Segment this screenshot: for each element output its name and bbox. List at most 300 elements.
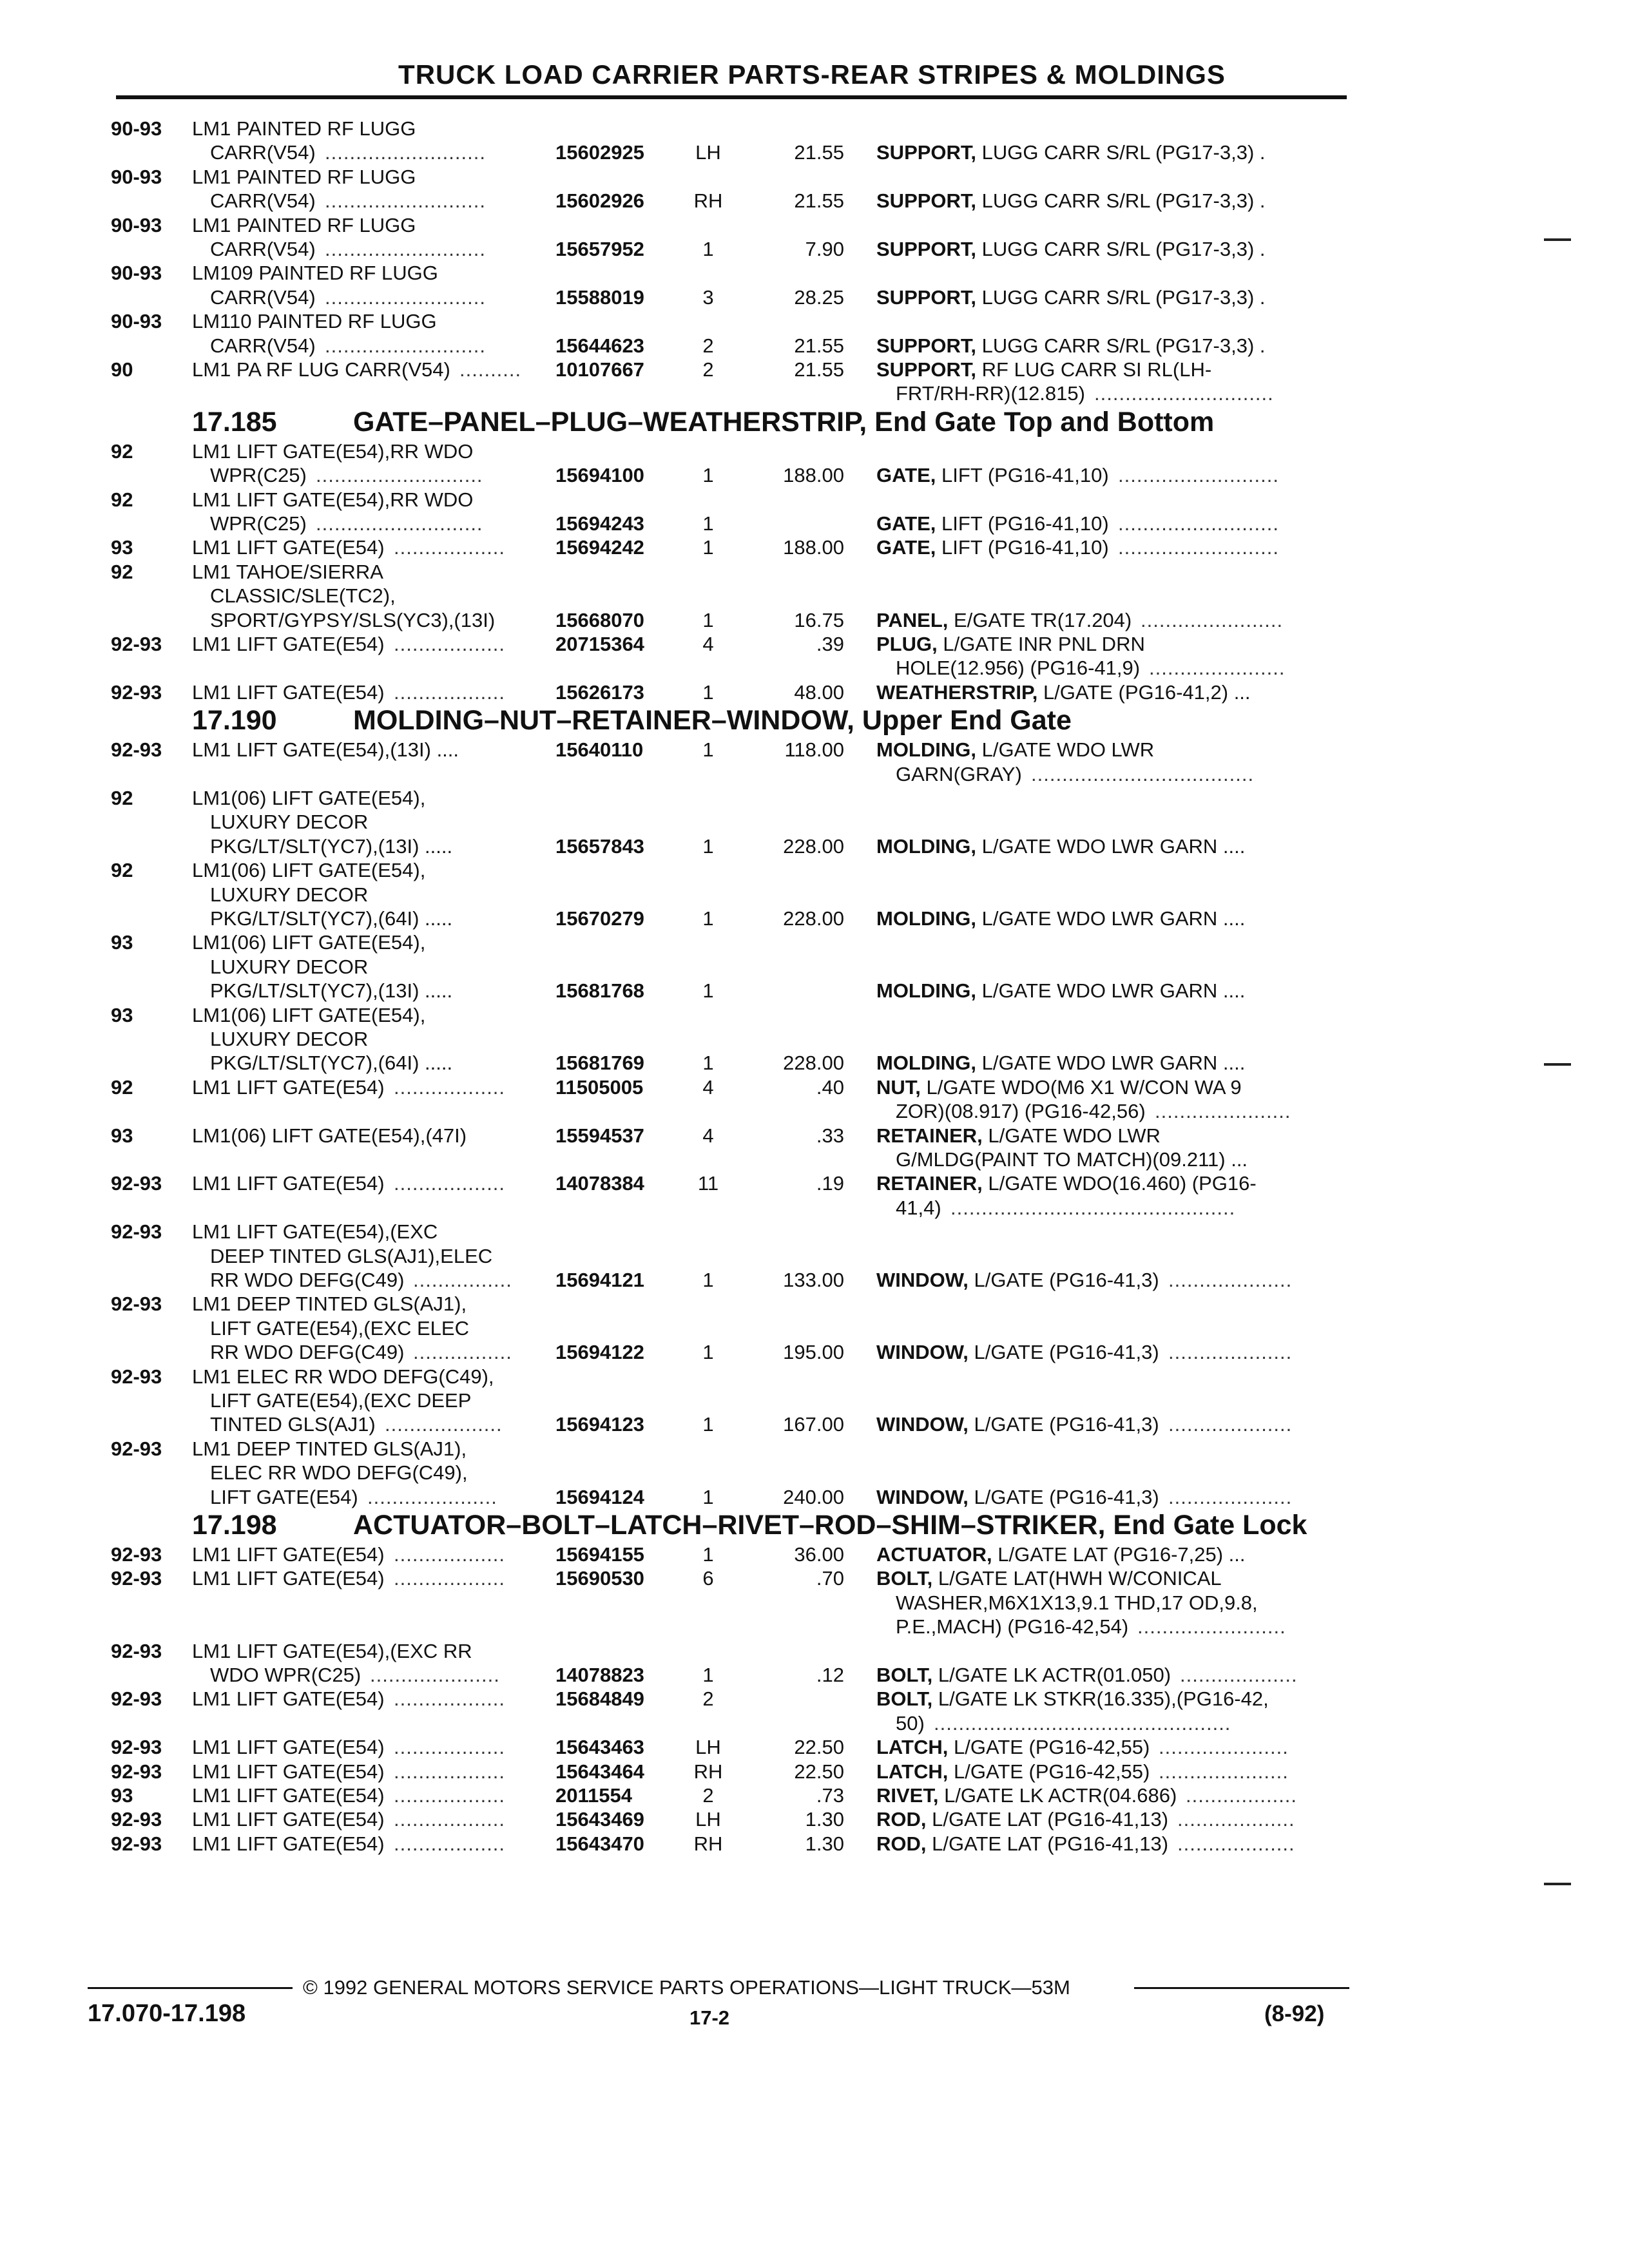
leader-dots: .................. <box>394 1076 506 1099</box>
model-years: 92 <box>111 488 133 511</box>
leader-dots: ................... <box>1177 1808 1295 1831</box>
leader-dots: .......... <box>459 358 522 381</box>
part-number: 15694121 <box>555 1269 644 1291</box>
quantity: 1 <box>702 238 714 260</box>
leader-dots: .................. <box>394 1567 506 1590</box>
part-detail: L/GATE WDO LWR <box>976 738 1155 761</box>
model-description: RR WDO DEFG(C49) <box>210 1341 405 1363</box>
leader-dots: ..................... <box>1159 1736 1289 1758</box>
leader-dots: .......................... <box>1118 536 1279 559</box>
model-description: LM1 ELEC RR WDO DEFG(C49), <box>192 1365 494 1388</box>
part-detail: LUGG CARR S/RL (PG17-3,3) . <box>976 189 1266 212</box>
part-detail: WASHER,M6X1X13,9.1 THD,17 OD,9.8, <box>896 1591 1258 1614</box>
model-years: 92-93 <box>111 1687 162 1710</box>
parts-line <box>0 536 1629 560</box>
price: 228.00 <box>783 907 844 930</box>
section-title: GATE–PANEL–PLUG–WEATHERSTRIP, End Gate Top and Bottom <box>353 406 1215 437</box>
leader-dots: ................ <box>413 1269 512 1291</box>
part-description <box>876 1567 1222 1590</box>
model-years: 90-93 <box>111 166 162 188</box>
part-name: MOLDING, <box>876 907 976 930</box>
part-number: 15694243 <box>555 512 644 535</box>
part-detail: L/GATE (PG16-42,55) <box>948 1760 1150 1783</box>
quantity: LH <box>695 1808 721 1831</box>
model-years: 92-93 <box>111 1437 162 1460</box>
part-name: SUPPORT, <box>876 141 977 164</box>
parts-line <box>0 1293 1629 1316</box>
model-description: LM1(06) LIFT GATE(E54), <box>192 859 426 881</box>
title-rule <box>116 95 1347 99</box>
parts-line <box>0 238 1629 262</box>
part-detail: L/GATE WDO LWR <box>982 1124 1161 1147</box>
model-years: 92-93 <box>111 1832 162 1855</box>
parts-line <box>0 488 1629 512</box>
part-number: 15602925 <box>555 141 644 164</box>
part-description <box>876 1664 1171 1687</box>
part-detail: L/GATE WDO LWR GARN .... <box>976 835 1246 858</box>
part-number: 2011554 <box>555 1784 632 1807</box>
model-years: 90-93 <box>111 310 162 332</box>
parts-line <box>0 657 1629 680</box>
model-description: LM1 LIFT GATE(E54) <box>192 1172 385 1195</box>
parts-line <box>0 1052 1629 1075</box>
model-years: 92 <box>111 787 133 809</box>
footer-section-range: 17.070-17.198 <box>88 2000 246 2027</box>
leader-dots: .................. <box>394 536 506 559</box>
leader-dots: ................... <box>385 1413 503 1436</box>
price: 28.25 <box>794 286 844 309</box>
part-name: ROD, <box>876 1832 927 1855</box>
price: 118.00 <box>784 738 844 761</box>
part-description <box>876 1784 1177 1807</box>
model-description: LIFT GATE(E54) <box>210 1486 358 1508</box>
margin-mark <box>1544 238 1571 241</box>
part-description <box>896 657 1140 680</box>
part-name: MOLDING, <box>876 738 976 761</box>
quantity: 1 <box>702 1413 714 1436</box>
leader-dots: .................... <box>1168 1486 1293 1508</box>
parts-line <box>0 141 1629 165</box>
quantity: 2 <box>702 1784 714 1807</box>
parts-line <box>0 382 1629 406</box>
parts-line <box>0 1172 1629 1196</box>
leader-dots: ........................... <box>316 464 483 486</box>
parts-line <box>0 859 1629 883</box>
part-number: 15694122 <box>555 1341 644 1363</box>
part-number: 15643469 <box>555 1808 644 1831</box>
parts-line <box>0 1100 1629 1124</box>
leader-dots: ....................... <box>1141 609 1284 631</box>
part-detail: GARN(GRAY) <box>896 763 1022 785</box>
part-description <box>876 1413 1159 1436</box>
model-years: 90-93 <box>111 214 162 236</box>
parts-line <box>0 1808 1629 1832</box>
part-number: 15668070 <box>555 609 644 631</box>
leader-dots: ................ <box>413 1341 512 1363</box>
leader-dots: .............................................. <box>950 1196 1236 1219</box>
model-description: LM1(06) LIFT GATE(E54), <box>192 1004 426 1026</box>
model-years: 92-93 <box>111 1172 162 1195</box>
part-detail: P.E.,MACH) (PG16-42,54) <box>896 1615 1129 1638</box>
quantity: 1 <box>702 1341 714 1363</box>
model-description: LM110 PAINTED RF LUGG <box>192 310 437 332</box>
parts-line <box>0 1567 1629 1591</box>
parts-line <box>0 512 1629 536</box>
quantity: 3 <box>702 286 714 309</box>
parts-line <box>0 189 1629 213</box>
margin-mark <box>1544 1883 1571 1885</box>
part-name: MOLDING, <box>876 1052 976 1074</box>
part-number: 20715364 <box>555 633 644 655</box>
leader-dots: .......................... <box>325 286 486 309</box>
part-description <box>876 633 1145 656</box>
quantity: LH <box>695 141 721 164</box>
leader-dots: .......................... <box>1118 464 1279 486</box>
part-number: 14078384 <box>555 1172 644 1195</box>
parts-line <box>0 1004 1629 1028</box>
parts-line <box>0 310 1629 334</box>
model-description: SPORT/GYPSY/SLS(YC3),(13I) <box>210 609 496 631</box>
part-detail: RF LUG CARR SI RL(LH- <box>976 358 1212 381</box>
part-description <box>876 464 1109 487</box>
model-description: LM1 LIFT GATE(E54) <box>192 536 385 559</box>
parts-line <box>0 358 1629 382</box>
part-description <box>876 141 1266 164</box>
model-description: LM1 LIFT GATE(E54) <box>192 1760 385 1783</box>
part-number: 15594537 <box>555 1124 644 1147</box>
model-years: 92-93 <box>111 1365 162 1388</box>
parts-line <box>0 1615 1629 1639</box>
model-description: RR WDO DEFG(C49) <box>210 1269 405 1291</box>
model-description: ELEC RR WDO DEFG(C49), <box>210 1461 468 1484</box>
model-description: CARR(V54) <box>210 189 316 212</box>
part-detail: LUGG CARR S/RL (PG17-3,3) . <box>976 286 1266 309</box>
quantity: 1 <box>702 1543 714 1566</box>
part-detail: LIFT (PG16-41,10) <box>936 464 1109 486</box>
part-name: MOLDING, <box>876 979 976 1002</box>
part-description <box>876 609 1132 632</box>
section-number: 17.198 <box>192 1510 277 1541</box>
parts-line <box>0 1664 1629 1687</box>
part-name: SUPPORT, <box>876 238 977 260</box>
footer-page-number: 17-2 <box>689 2006 730 2029</box>
quantity: 6 <box>702 1567 714 1590</box>
part-name: GATE, <box>876 536 936 559</box>
leader-dots: ..................... <box>367 1486 497 1508</box>
price: 48.00 <box>794 681 844 704</box>
part-detail: HOLE(12.956) (PG16-41,9) <box>896 657 1141 679</box>
part-name: RETAINER, <box>876 1124 983 1147</box>
price: 22.50 <box>794 1760 844 1783</box>
part-name: SUPPORT, <box>876 334 977 357</box>
part-description <box>896 1615 1128 1639</box>
model-description: LUXURY DECOR <box>210 1028 369 1050</box>
part-description <box>896 1100 1146 1123</box>
quantity: 1 <box>702 1664 714 1686</box>
model-description: LM1(06) LIFT GATE(E54), <box>192 787 426 809</box>
part-detail: L/GATE LAT (PG16-7,25) ... <box>992 1543 1246 1566</box>
leader-dots: .................. <box>394 1687 506 1710</box>
parts-line <box>0 931 1629 955</box>
leader-dots: .................. <box>1186 1784 1298 1807</box>
part-description <box>896 1148 1248 1171</box>
part-description <box>876 1687 1269 1711</box>
part-description <box>876 1543 1246 1566</box>
leader-dots: ...................... <box>1155 1100 1291 1122</box>
part-name: MOLDING, <box>876 835 976 858</box>
model-years: 90-93 <box>111 117 162 140</box>
price: .40 <box>816 1076 844 1099</box>
model-description: LM1 LIFT GATE(E54) <box>192 1076 385 1099</box>
model-years: 93 <box>111 1124 133 1147</box>
parts-line <box>0 1317 1629 1341</box>
part-detail: L/GATE (PG16-41,3) <box>968 1486 1159 1508</box>
part-detail: FRT/RH-RR)(12.815) <box>896 382 1085 405</box>
parts-line <box>0 811 1629 834</box>
part-name: SUPPORT, <box>876 189 977 212</box>
part-description <box>876 1486 1159 1509</box>
quantity: 1 <box>702 536 714 559</box>
model-description: LM1(06) LIFT GATE(E54), <box>192 931 426 954</box>
part-description <box>896 1196 941 1220</box>
part-number: 15694124 <box>555 1486 644 1508</box>
price: 1.30 <box>805 1808 844 1831</box>
part-name: RETAINER, <box>876 1172 983 1195</box>
model-description: TINTED GLS(AJ1) <box>210 1413 376 1436</box>
part-number: 15588019 <box>555 286 644 309</box>
section-title: MOLDING–NUT–RETAINER–WINDOW, Upper End Gate <box>353 705 1072 736</box>
part-detail: LIFT (PG16-41,10) <box>936 512 1109 535</box>
part-number: 15681769 <box>555 1052 644 1074</box>
price: .73 <box>816 1784 844 1807</box>
parts-line <box>0 835 1629 859</box>
part-detail: LUGG CARR S/RL (PG17-3,3) . <box>976 141 1266 164</box>
part-description <box>876 1736 1150 1759</box>
quantity: 2 <box>702 358 714 381</box>
part-number: 15643463 <box>555 1736 644 1758</box>
parts-line <box>0 1124 1629 1148</box>
parts-line <box>0 907 1629 931</box>
part-number: 15657843 <box>555 835 644 858</box>
part-detail: 41,4) <box>896 1196 941 1219</box>
parts-line <box>0 1640 1629 1664</box>
price: 16.75 <box>794 609 844 631</box>
parts-line <box>0 633 1629 657</box>
parts-line <box>0 1220 1629 1244</box>
part-name: WINDOW, <box>876 1486 969 1508</box>
part-number: 15694100 <box>555 464 644 486</box>
part-number: 15640110 <box>555 738 644 761</box>
part-name: PLUG, <box>876 633 938 655</box>
part-detail: L/GATE WDO LWR GARN .... <box>976 907 1246 930</box>
part-description <box>876 1052 1245 1075</box>
part-detail: LUGG CARR S/RL (PG17-3,3) . <box>976 238 1266 260</box>
price: 228.00 <box>783 1052 844 1074</box>
margin-mark <box>1544 1063 1571 1066</box>
quantity: 1 <box>702 512 714 535</box>
part-description <box>876 1269 1159 1292</box>
model-years: 92-93 <box>111 1808 162 1831</box>
model-description: WDO WPR(C25) <box>210 1664 361 1686</box>
part-description <box>876 979 1245 1003</box>
parts-line <box>0 1461 1629 1485</box>
parts-line <box>0 1543 1629 1567</box>
part-description <box>896 1712 925 1735</box>
part-description <box>876 189 1266 213</box>
parts-line <box>0 1269 1629 1293</box>
leader-dots: ..................... <box>370 1664 500 1686</box>
model-description: LM1 PAINTED RF LUGG <box>192 166 416 188</box>
part-name: ACTUATOR, <box>876 1543 992 1566</box>
model-description: LM1 LIFT GATE(E54) <box>192 1832 385 1855</box>
part-description <box>876 238 1266 261</box>
part-detail: L/GATE WDO(16.460) (PG16- <box>982 1172 1257 1195</box>
model-description: CARR(V54) <box>210 286 316 309</box>
part-number: 15694242 <box>555 536 644 559</box>
parts-line <box>0 956 1629 979</box>
model-description: LM1 LIFT GATE(E54),RR WDO <box>192 488 474 511</box>
parts-line <box>0 1196 1629 1220</box>
quantity: 1 <box>702 1269 714 1291</box>
leader-dots: .......................... <box>1118 512 1279 535</box>
part-detail: L/GATE LK ACTR(04.686) <box>938 1784 1177 1807</box>
footer-rule-right <box>1134 1987 1349 1989</box>
leader-dots: .................... <box>1168 1269 1293 1291</box>
part-name: BOLT, <box>876 1687 933 1710</box>
part-description <box>876 1341 1159 1364</box>
quantity: 1 <box>702 979 714 1002</box>
part-number: 15670279 <box>555 907 644 930</box>
model-years: 93 <box>111 931 133 954</box>
parts-line <box>0 464 1629 488</box>
model-description: LM1 TAHOE/SIERRA <box>192 561 383 583</box>
quantity: 1 <box>702 1486 714 1508</box>
model-description: LM1 DEEP TINTED GLS(AJ1), <box>192 1293 467 1315</box>
model-description: LM1 LIFT GATE(E54),(13I) .... <box>192 738 459 761</box>
model-description: CARR(V54) <box>210 141 316 164</box>
part-number: 15657952 <box>555 238 644 260</box>
model-description: LUXURY DECOR <box>210 883 369 906</box>
part-description <box>876 681 1251 704</box>
model-description: WPR(C25) <box>210 464 307 486</box>
price: 21.55 <box>794 358 844 381</box>
leader-dots: .......................... <box>325 189 486 212</box>
parts-line <box>0 1591 1629 1615</box>
part-name: ROD, <box>876 1808 927 1831</box>
parts-line <box>0 1760 1629 1784</box>
price: 36.00 <box>794 1543 844 1566</box>
quantity: RH <box>693 1832 723 1855</box>
section-title: ACTUATOR–BOLT–LATCH–RIVET–ROD–SHIM–STRIKER, End Gate Lock <box>353 1510 1307 1541</box>
price: 1.30 <box>805 1832 844 1855</box>
model-years: 93 <box>111 1784 133 1807</box>
leader-dots: ...................... <box>1149 657 1286 679</box>
footer-rule-left <box>88 1987 293 1989</box>
part-name: PANEL, <box>876 609 949 631</box>
part-number: 15681768 <box>555 979 644 1002</box>
parts-line <box>0 763 1629 787</box>
quantity: 4 <box>702 1076 714 1099</box>
part-name: WINDOW, <box>876 1269 969 1291</box>
part-name: SUPPORT, <box>876 286 977 309</box>
quantity: 1 <box>702 681 714 704</box>
model-description: LM1 PAINTED RF LUGG <box>192 117 416 140</box>
price: 228.00 <box>783 835 844 858</box>
quantity: 1 <box>702 907 714 930</box>
model-description: LM1 LIFT GATE(E54) <box>192 1808 385 1831</box>
part-name: GATE, <box>876 464 936 486</box>
part-number: 15690530 <box>555 1567 644 1590</box>
leader-dots: .......................... <box>325 334 486 357</box>
section-number: 17.190 <box>192 705 277 736</box>
part-name: BOLT, <box>876 1664 933 1686</box>
part-description <box>876 334 1266 358</box>
price: 167.00 <box>783 1413 844 1436</box>
parts-line <box>0 1784 1629 1808</box>
model-years: 92 <box>111 440 133 463</box>
part-detail: L/GATE LAT (PG16-41,13) <box>926 1808 1169 1831</box>
part-name: NUT, <box>876 1076 921 1099</box>
model-years: 92 <box>111 859 133 881</box>
part-detail: L/GATE (PG16-41,2) ... <box>1037 681 1251 704</box>
model-description: LUXURY DECOR <box>210 811 369 833</box>
part-detail: 50) <box>896 1712 925 1735</box>
part-description <box>896 382 1085 405</box>
model-description: CARR(V54) <box>210 238 316 260</box>
parts-line <box>0 1365 1629 1389</box>
part-description <box>896 763 1022 786</box>
quantity: 2 <box>702 1687 714 1710</box>
part-number: 14078823 <box>555 1664 644 1686</box>
part-name: LATCH, <box>876 1736 949 1758</box>
parts-line <box>0 214 1629 238</box>
model-years: 92-93 <box>111 633 162 655</box>
model-description: DEEP TINTED GLS(AJ1),ELEC <box>210 1245 493 1267</box>
part-description <box>876 1172 1257 1195</box>
part-description <box>896 1591 1258 1615</box>
price: 21.55 <box>794 189 844 212</box>
parts-line <box>0 561 1629 584</box>
price: .19 <box>816 1172 844 1195</box>
part-description <box>876 358 1211 381</box>
price: 240.00 <box>783 1486 844 1508</box>
part-detail: L/GATE WDO LWR GARN .... <box>976 979 1246 1002</box>
leader-dots: .................... <box>1168 1341 1293 1363</box>
model-description: LM109 PAINTED RF LUGG <box>192 262 438 284</box>
part-name: SUPPORT, <box>876 358 977 381</box>
parts-line <box>0 738 1629 762</box>
model-description: LM1 LIFT GATE(E54) <box>192 633 385 655</box>
leader-dots: .......................... <box>325 238 486 260</box>
quantity: RH <box>693 1760 723 1783</box>
model-description: LM1 LIFT GATE(E54) <box>192 1784 385 1807</box>
leader-dots: ................................................ <box>934 1712 1231 1735</box>
part-detail: L/GATE (PG16-41,3) <box>968 1341 1159 1363</box>
part-description <box>876 738 1154 762</box>
model-description: CLASSIC/SLE(TC2), <box>210 584 396 607</box>
model-description: LM1 PA RF LUG CARR(V54) <box>192 358 450 381</box>
price: 21.55 <box>794 141 844 164</box>
part-name: RIVET, <box>876 1784 939 1807</box>
part-name: GATE, <box>876 512 936 535</box>
part-description <box>876 907 1245 930</box>
part-name: WINDOW, <box>876 1341 969 1363</box>
part-detail: ZOR)(08.917) (PG16-42,56) <box>896 1100 1146 1122</box>
part-description <box>876 512 1109 535</box>
part-number: 11505005 <box>555 1076 644 1099</box>
parts-line <box>0 262 1629 285</box>
part-description <box>876 1076 1242 1099</box>
